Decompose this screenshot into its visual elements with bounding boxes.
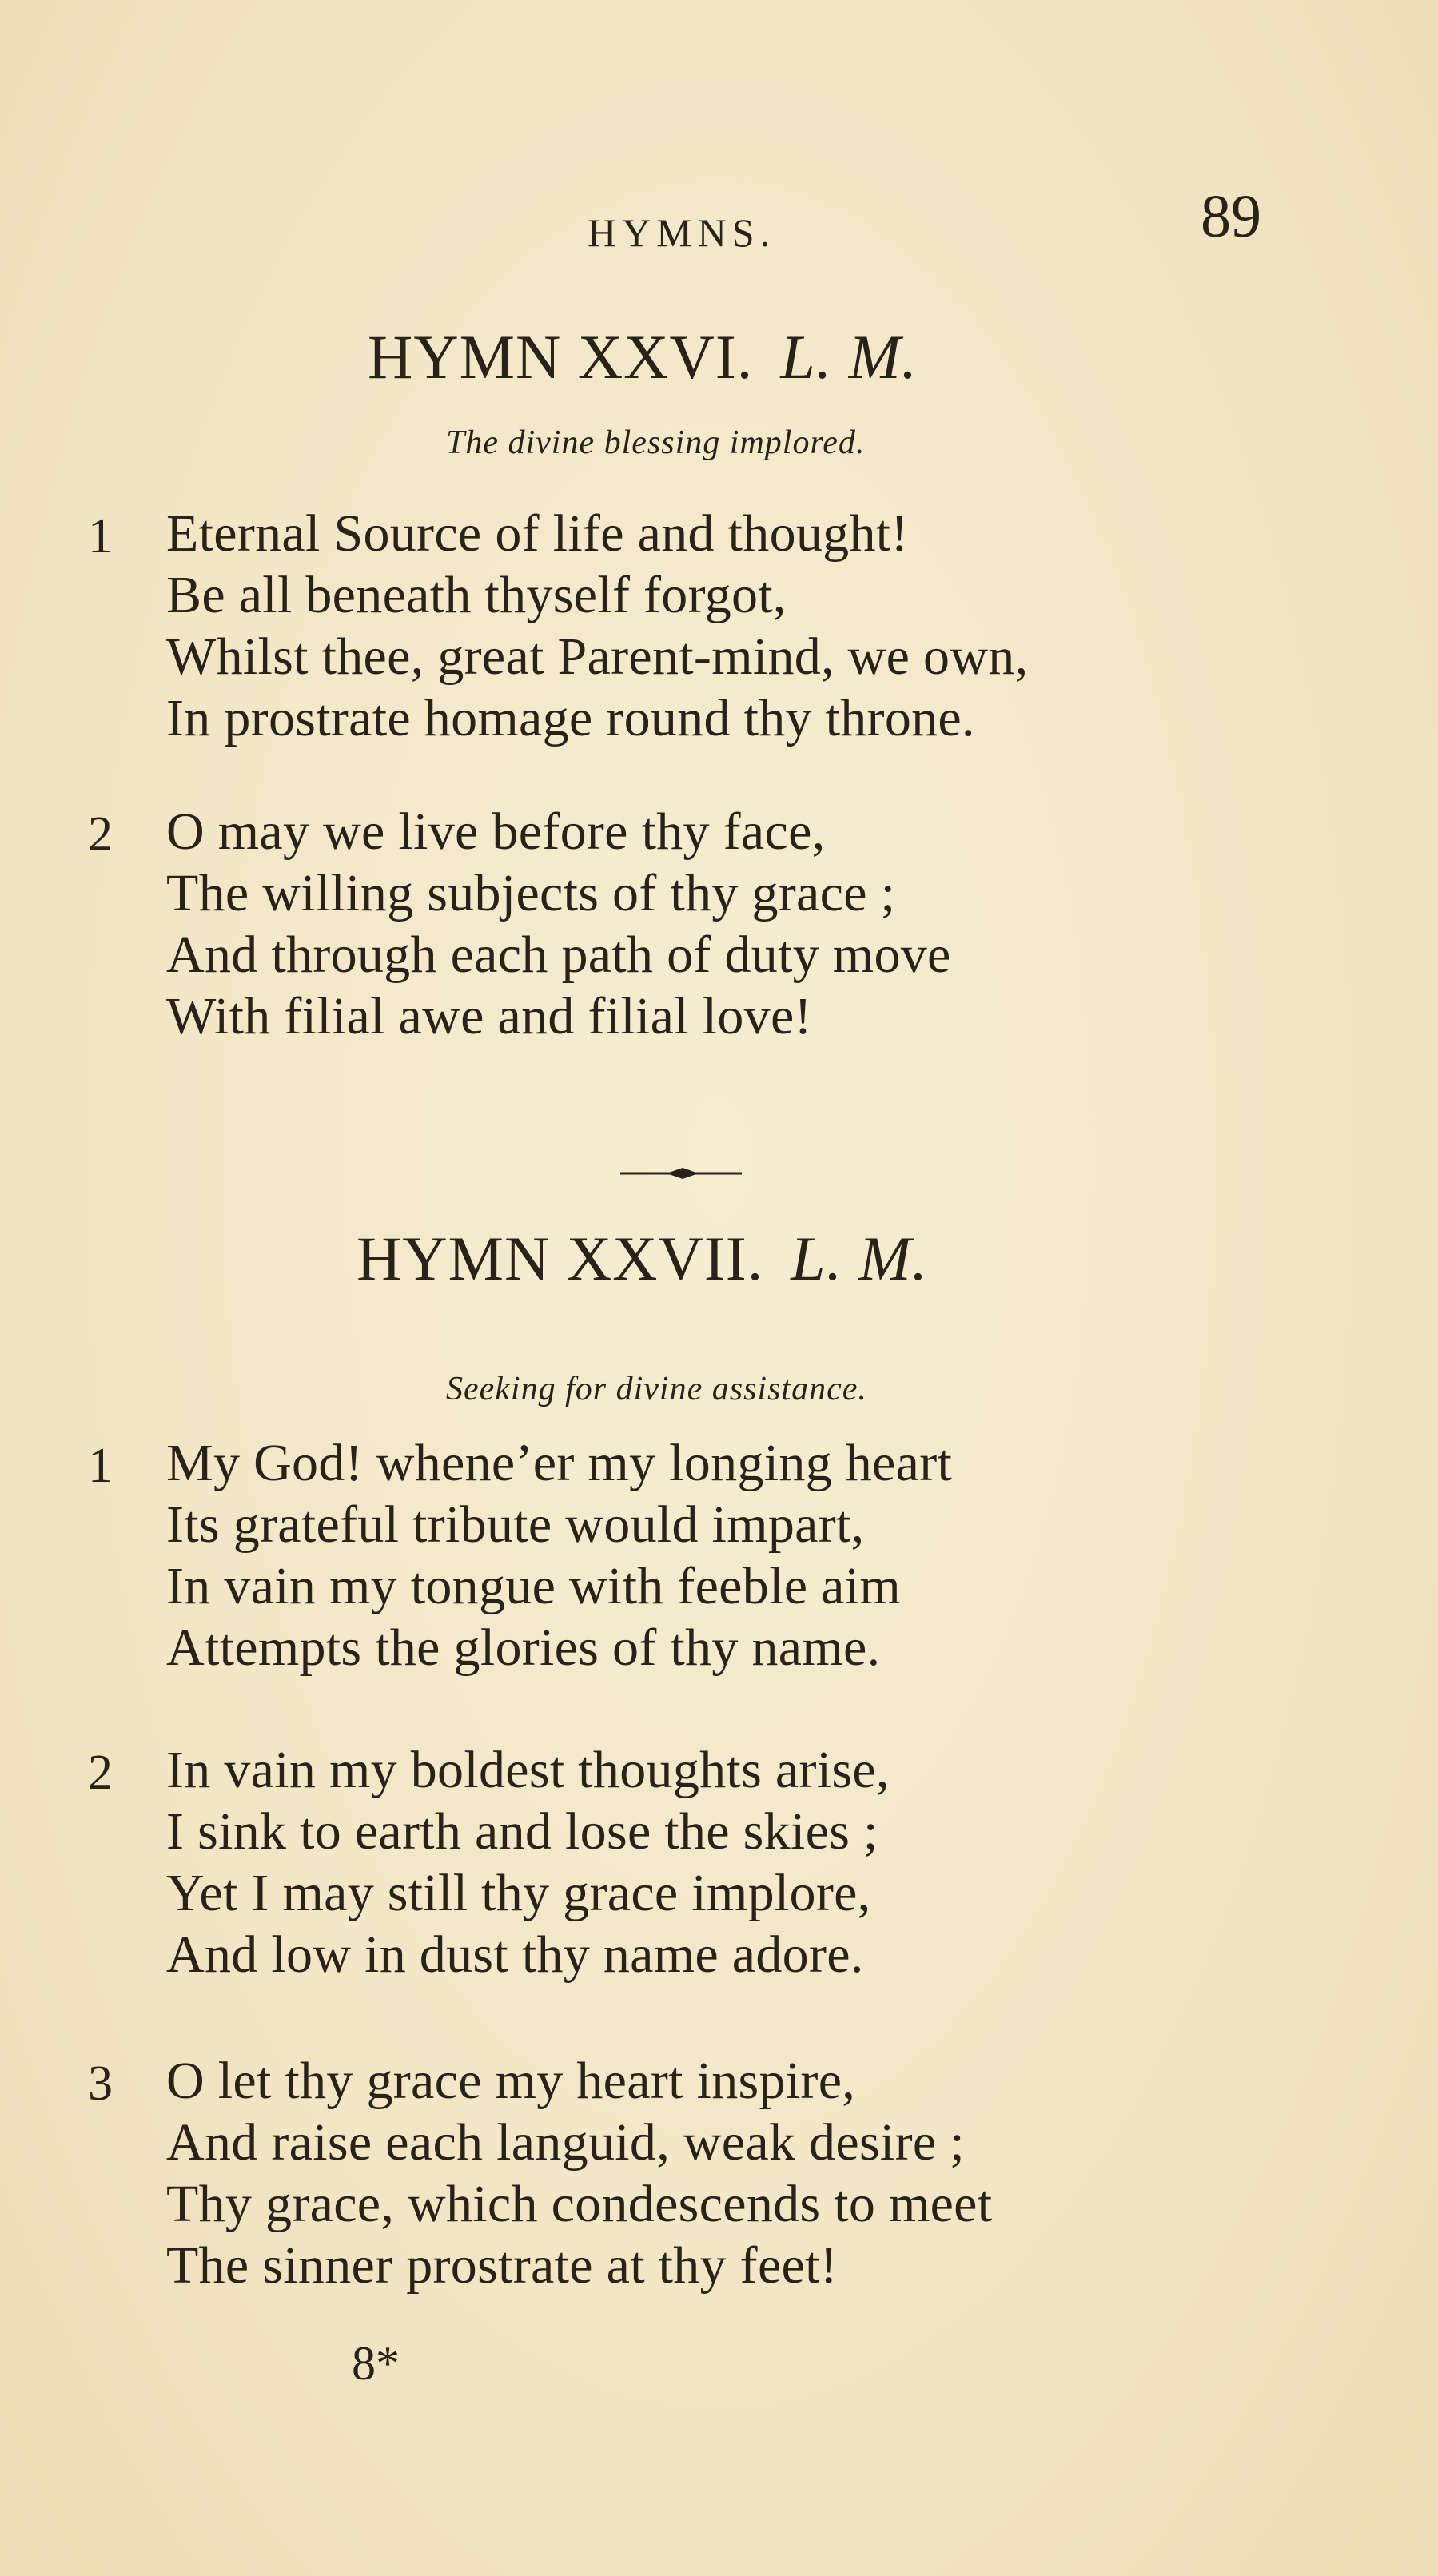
verse-number: 1 (88, 509, 113, 563)
hymn-subtitle: Seeking for divine assistance. (446, 1371, 867, 1407)
verse-line: In prostrate homage round thy throne. (166, 689, 975, 747)
verse-line: In vain my tongue with feeble aim (166, 1557, 901, 1615)
verse-line: And raise each languid, weak desire ; (166, 2113, 965, 2172)
verse-line: Yet I may still thy grace implore, (166, 1864, 871, 1922)
verse-line: O let thy grace my heart inspire, (166, 2052, 856, 2110)
verse-line: The sinner prostrate at thy feet! (166, 2236, 839, 2295)
verse-line: Its grateful tribute would impart, (166, 1495, 865, 1554)
verse-line: Whilst thee, great Parent-mind, we own, (166, 627, 1029, 686)
signature-mark: 8* (352, 2337, 400, 2390)
verse-line: The willing subjects of thy grace ; (166, 864, 896, 922)
hymn-title (368, 321, 918, 393)
page-number: 89 (1201, 183, 1261, 250)
verse-line: In vain my boldest thoughts arise, (166, 1741, 890, 1799)
verse-line: My God! whene’er my longing heart (166, 1434, 953, 1492)
hymn-title (357, 1223, 928, 1295)
verse-number: 1 (88, 1439, 113, 1493)
hymn-number: HYMN XXVI. (368, 322, 754, 392)
verse-number: 2 (88, 807, 113, 862)
verse-line: And low in dust thy name adore. (166, 1925, 864, 1984)
verse-line: And through each path of duty move (166, 926, 951, 984)
ornament-divider (617, 1164, 745, 1183)
hymn-meter: L. M. (791, 1224, 929, 1293)
verse-line: O may we live before thy face, (166, 802, 826, 861)
verse-line: Thy grace, which condescends to meet (166, 2175, 993, 2233)
verse-number: 3 (88, 2056, 113, 2111)
hymn-subtitle: The divine blessing implored. (446, 424, 866, 461)
running-head: HYMNS. (588, 210, 776, 255)
hymn-meter: L. M. (780, 322, 918, 392)
verse-line: Eternal Source of life and thought! (166, 504, 909, 563)
verse-line: Attempts the glories of thy name. (166, 1618, 881, 1677)
verse-line: I sink to earth and lose the skies ; (166, 1802, 878, 1861)
hymn-number: HYMN XXVII. (357, 1224, 764, 1293)
verse-line: Be all beneath thyself forgot, (166, 566, 787, 624)
verse-line: With filial awe and filial love! (166, 987, 812, 1045)
verse-number: 2 (88, 1746, 113, 1800)
